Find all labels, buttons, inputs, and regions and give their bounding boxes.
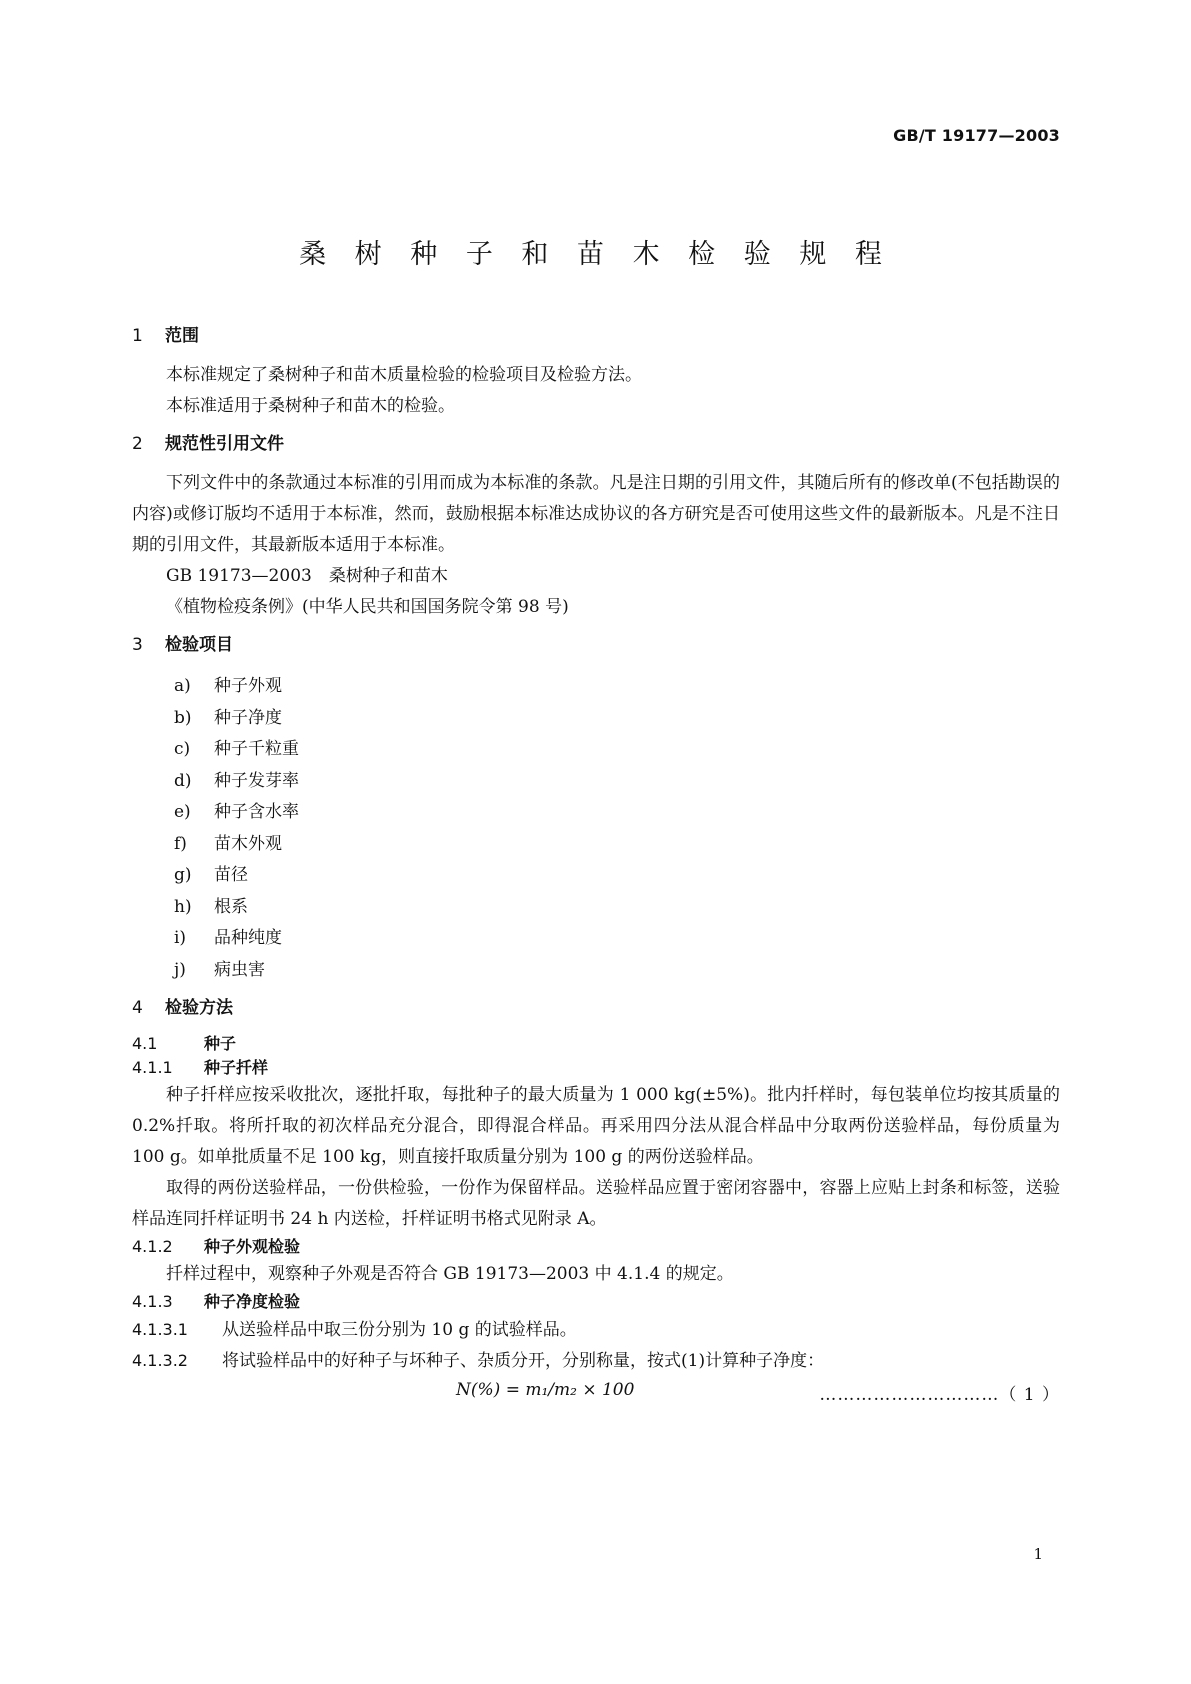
- clause-number: 4.1.3.1: [132, 1320, 188, 1339]
- list-item: c) 种子千粒重: [174, 739, 299, 759]
- clause-4-1-3-2: [132, 1345, 1060, 1376]
- reference-item: GB 19173—2003 桑树种子和苗木: [166, 566, 448, 586]
- subsection-number: 4.1.3: [132, 1292, 173, 1311]
- list-item: j) 病虫害: [174, 959, 265, 980]
- list-item: a) 种子外观: [174, 676, 282, 696]
- clause-text: 将试验样品中的好种子与坏种子、杂质分开，分别称量，按式(1)计算种子净度：: [222, 1351, 825, 1371]
- section-heading-scope: [132, 326, 1060, 346]
- standard-number: GB/T 19177—2003: [893, 126, 1060, 145]
- section-number: 2: [132, 434, 143, 454]
- section-title: 规范性引用文件: [165, 434, 284, 454]
- paragraph: 本标准规定了桑树种子和苗木质量检验的检验项目及检验方法。: [166, 365, 642, 385]
- reference-item: 《植物检疫条例》(中华人民共和国国务院令第 98 号): [166, 597, 569, 617]
- subsection-title: 种子净度检验: [204, 1292, 301, 1311]
- section-number: 3: [132, 635, 143, 655]
- section-title: 检验方法: [165, 998, 233, 1018]
- section-heading-normative-references: [132, 434, 1060, 454]
- section-heading-test-items: [132, 635, 1060, 655]
- subsection-heading-seed-sampling: [132, 1056, 1060, 1080]
- document-body: [132, 326, 1060, 1410]
- clause-number: 4.1.3.2: [132, 1351, 188, 1370]
- subsection-number: 4.1.2: [132, 1237, 173, 1256]
- document-title: 桑 树 种 子 和 苗 木 检 验 规 程: [299, 239, 892, 270]
- list-item: d) 种子发芽率: [174, 770, 299, 791]
- subsection-title: 种子外观检验: [204, 1237, 301, 1256]
- formula-expression: N(%) = m₁/m₂ × 100: [456, 1380, 635, 1400]
- subsection-heading-seed-purity: [132, 1290, 1060, 1314]
- subsection-title: 种子: [204, 1034, 237, 1053]
- section-number: 1: [132, 326, 143, 346]
- test-item-list: [132, 671, 1060, 986]
- list-item: i) 品种纯度: [174, 928, 282, 948]
- section-heading-test-methods: [132, 998, 1060, 1018]
- list-item: h) 根系: [174, 896, 248, 917]
- clause-4-1-3-1: [132, 1314, 1060, 1345]
- section-title: 范围: [165, 326, 199, 346]
- clause-text: 从送验样品中取三份分别为 10 g 的试验样品。: [222, 1320, 577, 1340]
- subsection-heading-seed-appearance: [132, 1235, 1060, 1259]
- paragraph: 下列文件中的条款通过本标准的引用而成为本标准的条款。凡是注日期的引用文件，其随后所有的修改单(不包括勘误的内容)或修订版均不适用于本标准，然而，鼓励根据本标准达成协议的各方研究是否可使用这些文件的最新版本。凡是不注日期的引用文件，其最新版本适用于本标准。: [132, 473, 1060, 555]
- subsection-number: 4.1: [132, 1034, 158, 1053]
- paragraph: 本标准适用于桑树种子和苗木的检验。: [166, 396, 455, 416]
- list-item: g) 苗径: [174, 865, 248, 885]
- list-item: f) 苗木外观: [174, 833, 282, 854]
- paragraph: 扦样过程中，观察种子外观是否符合 GB 19173—2003 中 4.1.4 的规定。: [166, 1264, 734, 1284]
- formula-number: …………………………（ 1 ）: [819, 1385, 1060, 1405]
- section-number: 4: [132, 998, 143, 1018]
- subsection-heading-seeds: [132, 1032, 1060, 1056]
- page-number: 1: [1033, 1545, 1043, 1563]
- list-item: e) 种子含水率: [174, 802, 299, 822]
- subsection-title: 种子扦样: [204, 1058, 269, 1077]
- paragraph: 种子扦样应按采收批次，逐批扦取，每批种子的最大质量为 1 000 kg(±5%)。批内扦样时，每包装单位均按其质量的 0.2%扦取。将所扦取的初次样品充分混合，即得混合样品。再采用四分法从混合样品中分取两份送验样品，每份质量为 100 g。如单批质量不足 100 kg，则直接扦取质量分别为 100 g 的两份送验样品。: [132, 1085, 1060, 1167]
- section-title: 检验项目: [165, 635, 233, 655]
- formula-purity: [132, 1376, 1060, 1410]
- subsection-number: 4.1.1: [132, 1058, 173, 1077]
- paragraph: 取得的两份送验样品，一份供检验，一份作为保留样品。送验样品应置于密闭容器中，容器上应贴上封条和标签，送验样品连同扦样证明书 24 h 内送检，扦样证明书格式见附录 A。: [132, 1178, 1060, 1229]
- list-item: b) 种子净度: [174, 707, 282, 728]
